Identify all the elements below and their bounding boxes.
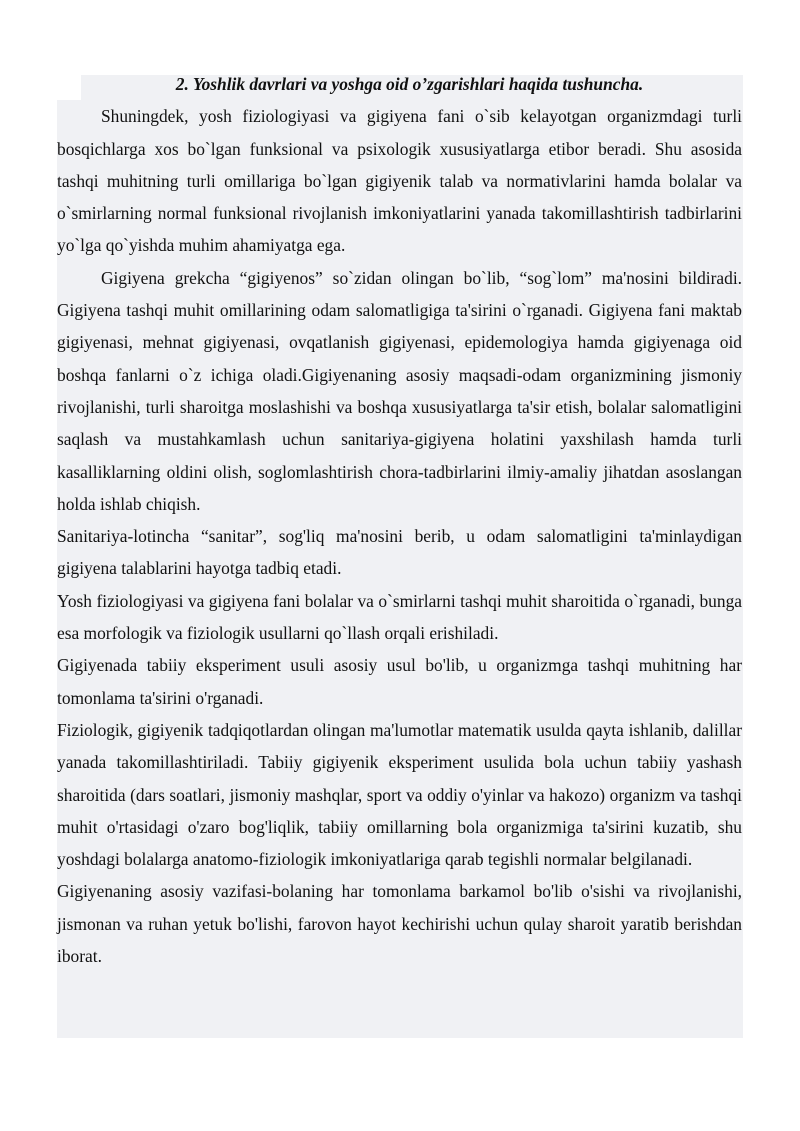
paragraph-yosh-fiziologiyasi: Yosh fiziologiyasi va gigiyena fani bolalar va o`smirlarni tashqi muhit sharoitida o`rganadi, bunga esa morfologik va fiziologik usullarni qo`llash orqali erishiladi. [57, 590, 742, 644]
paragraph-sanitariya: Sanitariya-lotincha “sanitar”, sog'liq ma'nosini berib, u odam salomatligini ta'minlaydigan gigiyena talablarini hayotga tadbiq etadi. [57, 526, 742, 579]
paragraph-asosiy-vazifa: Gigiyenaning asosiy vazifasi-bolaning har tomonlama barkamol bo'lib o'sishi va rivojlanishi, jismonan va ruhan yetuk bo'lishi, farovon hayot kechirishi uchun qulay sharoit yaratib berishdan iborat. [57, 881, 742, 967]
document-body [57, 68, 742, 972]
paragraph-gigiyena-definition: Gigiyena grekcha “gigiyenos” so`zidan olingan bo`lib, “sog`lom” ma'nosini bildiradi. Gigiyena tashqi muhit omillarining odam salomatligiga ta'sirini o`rganadi. Gigiyena fani maktab gigiyenasi, mehnat gigiyenasi, ovqatlanish gigiyenasi, epidemologiya hamda gigiyenaga oid boshqa fanlarni o`z ichiga oladi.Gigiyenaning asosiy maqsadi-odam organizmining jismoniy rivojlanishi, turli sharoitga moslashishi va boshqa xususiyatlarga ta'sir etish, bolalar salomatligini saqlash va mustahkamlash uchun sanitariya-gigiyena holatini yaxshilash hamda turli kasalliklarning oldini olish, soglomlashtirish chora-tadbirlarini ilmiy-amaliy jihatdan asoslangan holda ishlab chiqish. [57, 267, 742, 514]
paragraph-intro: Shuningdek, yosh fiziologiyasi va gigiyena fani o`sib kelayotgan organizmdagi turli bosqichlarga xos bo`lgan funksional va psixologik xususiyatlarga etibor beradi. Shu asosida tashqi muhitning turli omillariga bo`lgan gigiyenik talab va normativlarini hamda bolalar va o`smirlarning normal funksional rivojlanish imkoniyatlarini yanada takomillashtirish tadbirlarini yo`lga qo`yishda muhim ahamiyatga ega. [57, 106, 742, 256]
paragraph-fiziologik-tadqiqotlar: Fiziologik, gigiyenik tadqiqotlardan olingan ma'lumotlar matematik usulda qayta ishlanib, dalillar yanada takomillashtiriladi. Tabiiy gigiyenik eksperiment usulida bola uchun tabiiy yashash sharoitida (dars soatlari, jismoniy mashqlar, sport va oddiy o'yinlar va hakozo) organizm va tashqi muhit o'rtasidagi o'zaro bog'liqlik, tabiiy omillarning bola organizmiga ta'sirini kuzatib, shu yoshdagi bolalarga anatomo-fiziologik imkoniyatlariga qarab tegishli normalar belgilanadi. [57, 719, 742, 870]
section-title: 2. Yoshlik davrlari va yoshga oid o’zgarishlari haqida tushuncha. [175, 74, 644, 94]
paragraph-tabiiy-eksperiment: Gigiyenada tabiiy eksperiment usuli asosiy usul bo'lib, u organizmga tashqi muhitning har tomonlama ta'sirini o'rganadi. [57, 655, 742, 708]
